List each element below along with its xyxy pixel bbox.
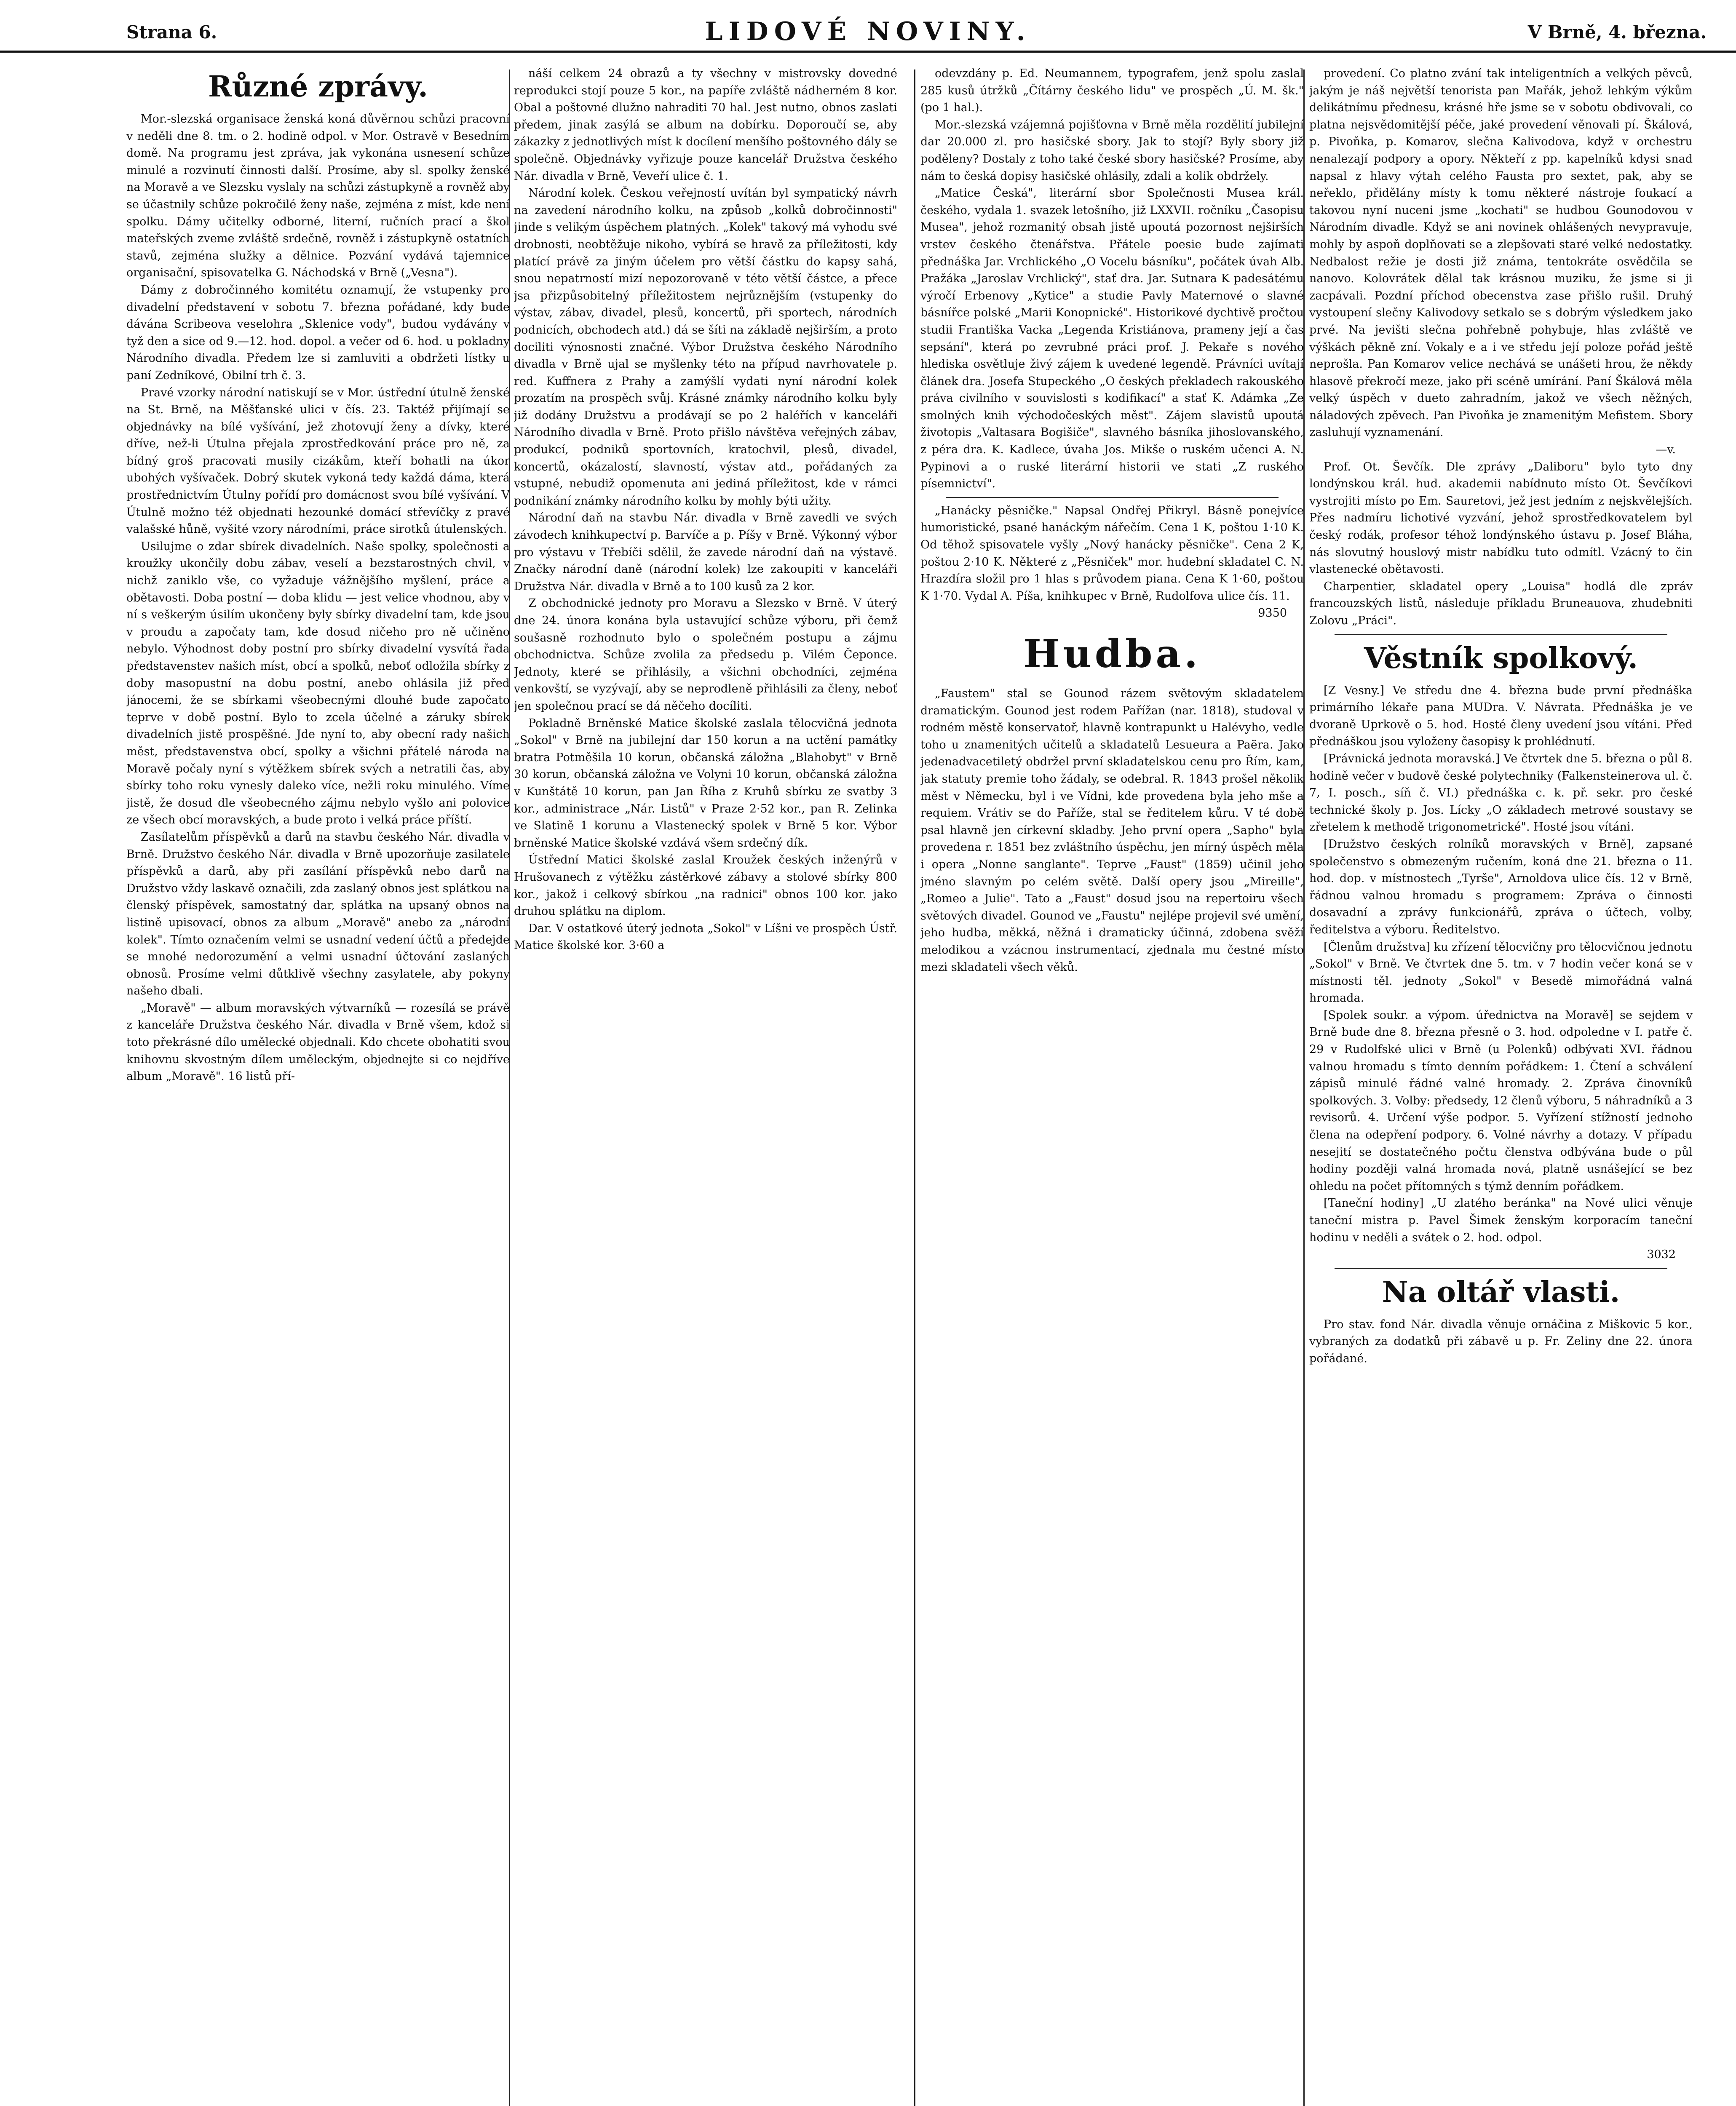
column-4 bbox=[1309, 65, 1693, 2106]
divider bbox=[1335, 634, 1667, 635]
page-number: Strana 6. bbox=[126, 22, 217, 43]
newspaper-title: LIDOVÉ NOVINY. bbox=[705, 17, 1031, 46]
section-heading-hudba: Hudba. bbox=[1023, 631, 1201, 676]
article: Pokladně Brněnské Matice školské zaslala tělocvičná jednota „Sokol" v Brně na jubilejní dar 150 korun a na uctění památky bratra Potměšila 10 korun, občanská záložna „Blahobyt" v Brně 30 korun, občanská záložna ve Volyni 10 korun, občanská záložna v Kunštátě 10 korun, pan Jan Říha z Kruhů sbírku ze svatby 3 kor., administrace „Nár. Listů" v Praze 2·52 kor., pan R. Zelinka ve Slatině 1 korunu a Vlastenecký spolek v Brně 5 kor. Výbor brněnské Matice školské vzdává všem srdečný dík. bbox=[514, 716, 897, 850]
article: Mor.-slezská vzájemná pojišťovna v Brně měla rozdělití jubilejní dar 20.000 zl. pro hasičské sbory. Jak to stojí? Byly sbory již poděleny? Dostaly z toho také české sbory hasičské? Prosíme, aby nám to česká dopisy hasičské ohlásily, zdali a kolik obdržely. bbox=[920, 118, 1304, 183]
issue-date: V Brně, 4. března. bbox=[1527, 22, 1707, 43]
article: [Právnická jednota moravská.] Ve čtvrtek dne 5. března o půl 8. hodině večer v budově české polytechniky (Falkensteinerova ul. č. 7, I. posch., síň č. VI.) přednáška c. k. př. sekr. pro české technické školy p. Jos. Lícky „O základech metrové soustavy se zřetelem k methodě trigonometrické". Hosté jsou vítáni. bbox=[1309, 752, 1693, 834]
page-header bbox=[0, 0, 1736, 53]
article: Pro stav. fond Nár. divadla věnuje ornáčina z Miškovic 5 kor., vybraných za dodatků při zábavě u p. Fr. Zeliny dne 22. února pořádané. bbox=[1309, 1318, 1693, 1365]
column-1 bbox=[126, 65, 510, 2106]
article-signature: 3032 bbox=[1647, 1248, 1676, 1261]
article: „Hanácky pěsničke." Napsal Ondřej Přikryl. Básně ponejvíce humoristické, psané hanáckým nářečím. Cena 1 K, poštou 1·10 K. Od těhož spisovatele vyšly „Nový hanácky pěsničke". Cena 2 K, poštou 2·10 K. Některé z „Pěsniček" mor. hudební skladatel C. N. Hrazdíra složil pro 1 hlas s průvodem piana. Cena K 1·60, poštou K 1·70. Vydal A. Píša, knihkupec v Brně, Rudolfova ulice čís. 11. bbox=[920, 504, 1304, 603]
column-2 bbox=[514, 65, 897, 2106]
article: náší celkem 24 obrazů a ty všechny v mistrovsky dovedné reprodukci stojí pouze 5 kor., na papíře zvláště nádherném 8 kor. Obal a poštovné dlužno nahraditi 70 hal. Jest nutno, obnos zaslati předem, jinak zasýlá se album na dobírku. Doporoučí se, aby zákazky z jednotlivých míst k docílení menšího poštovného dály se společně. Objednávky vyřizuje pouze kancelář Družstva českého Nár. divadla v Brně, Veveří ulice č. 1. bbox=[514, 67, 897, 183]
article: odevzdány p. Ed. Neumannem, typografem, jenž spolu zaslal 285 kusů útržků „Čítárny českého lidu" ve prospěch „Ú. M. šk." (po 1 hal.). bbox=[920, 67, 1304, 115]
divider bbox=[1335, 1268, 1667, 1269]
article: [Z Vesny.] Ve středu dne 4. března bude první přednáška primárního lékaře pana MUDra. V. Návrata. Přednáška je ve dvoraně Uprkově o 5. hod. Hosté členy uvedení jsou vítáni. Před přednáškou jsou vyloženy časopisy k prohlédnutí. bbox=[1309, 684, 1693, 748]
article: [Družstvo českých rolníků moravských v Brně], zapsané společenstvo s obmezeným ručením, koná dne 21. března o 11. hod. dop. v místnostech „Tyrše", Arnoldova ulice čís. 12 v Brně, řádnou valnou hromadu s programem: Zpráva o činnosti dosavadní a zprávy funkcionářů, zpráva o účtech, volby, ředitelstva a výboru. Ředitelstvo. bbox=[1309, 837, 1693, 936]
article: Charpentier, skladatel opery „Louisa" hodlá dle zpráv francouzských listů, následuje příkladu Bruneauova, zhudebniti Zolovu „Práci". bbox=[1309, 580, 1693, 627]
article: Pravé vzorky národní natiskují se v Mor. ústřední útulně ženské na St. Brně, na Měšťanské ulici v čís. 23. Taktéž přijímají se objednávky na bílé vyšívání, jež zhotovují ženy a dívky, které dříve, než-li Útulna přejala zprostředkování práce pro ně, za bídný groš pracovati musily cizákům, kteří bohatli na úkor ubohých vyšívaček. Dobrý skutek vykoná tedy každá dáma, která prostřednictvím Útulny pořídí pro domácnost svou bílé vyšívání. V Útulně možno též objednati hezounké domácí střevíčky z pravé valašské hůně, vyšité vzory národními, práce sirotků útulenských. bbox=[126, 386, 510, 536]
article: provedení. Co platno zvání tak inteligentních a velkých pěvců, jakým je náš největší tenorista pan Mařák, jehož lehkým výkům delikátnímu přednesu, krásné hře jsme se v sobotu obdivovali, co platna nejsvědomitější péče, jaké provedení věnovali pí. Škálová, p. Pivoňka, p. Komarov, slečna Kalivodova, když v orchestru nenalezají podpory a opory. Někteří z pp. kapelníků kdysi snad napsal z hlavy výtah celého Fausta pro sextet, pak, aby se neřeklo, přidělány místy k tomu některé nástroje foukací a takovou nyní nuceni jsme „kochati" se hudbou Gounodovou v Národním divadle. Když se ani novinek ohlášených nevypravuje, mohly by aspoň doplňovati se a zlepšovati staré velké nedostatky. Nedbalost režie je dosti již známa, tentokráte osvědčila se nanovo. Kolovrátek dělal tak krásnou muziku, že jsme si ji zacpávali. Pozdní příchod obecenstva zase přišlo rušil. Druhý vystoupení slečny Kalivodovy setkalo se s dobrým výsledkem jako prvé. Na jevišti slečna pohřebně pohybuje, hlas zvláště ve výškách pěkně zní. Vokaly e a i ve středu její poloze pořád ještě neprošla. Pan Komarov velice nechává se unášeti hrou, že někdy hlasově překročí meze, jako při scéně umírání. Paní Škálová měla velký úspěch v dueto zahradním, jakož ve všech něžných, náladových zpěvech. Pan Pivoňka je znamenitým Mefistem. Sbory zasluhují vyznamenání. bbox=[1309, 67, 1693, 439]
section-heading-na-oltar-vlasti: Na oltář vlasti. bbox=[1382, 1275, 1620, 1309]
article: „Matice Česká", literární sbor Společnosti Musea král. českého, vydala 1. svazek letošního, již LXXVII. ročníku „Časopisu Musea", jehož rozmanitý obsah jistě upoutá pozornost nejširších vrstev českého čtenářstva. Přátele poesie bude zajímati přednáška Jar. Vrchlického „O Vocelu básníku", počátek úvah Alb. Pražáka „Jaroslav Vrchlický", stať dra. Jar. Sutnara K padesátému výročí Erbenovy „Kytice" a studie Pavly Maternové o slavné básnířce polské „Marii Konopnické". Historikové dychtivě pročtou studii Františka Vacka „Legenda Kristiánova, prameny její a čas sepsání", která po zevrubné práci prof. J. Pekaře s nového hlediska osvětluje živý zájem k uvedené legendě. Právníci uvítají článek dra. Josefa Stupeckého „O českých překladech rakouského práva civilního v souvislosti s kodifikací" a stať K. Adámka „Ze smolných knih východočeských měst". Zájem slavistů upoutá životopis „Valtasara Bogišiče", slavného básníka jihoslovanského, z péra dra. K. Kadlece, úvaha Jos. Mikše o ruském učenci A. N. Pypinovi a o ruské literární historii ve stati „Z ruského písemnictví". bbox=[920, 187, 1304, 491]
article: [Taneční hodiny] „U zlatého beránka" na Nové ulici věnuje taneční mistra p. Pavel Šimek ženským korporacím taneční hodinu v neděli a svátek o 2. hod. odpol. bbox=[1309, 1197, 1693, 1244]
article: Mor.-slezská organisace ženská koná důvěrnou schůzi pracovní v neděli dne 8. tm. o 2. hodině odpol. v Mor. Ostravě v Besedním domě. Na programu jest zpráva, jak vykonána usnesení schůze minulé a rozvinutí činnosti další. Prosíme, aby sl. spolky ženské na Moravě a ve Slezsku vyslaly na schůzi zástupkyně a rovněž aby se účastnily schůze pokročilé ženy naše, zejména z míst, kde není spolku. Dámy učitelky odborné, literní, ručních prací a škol mateřských zveme zvláště srdečně, rovněž i zástupkyně ostatních stavů, zejména služky a dělnice. Pozvání vydává tajemnice organisační, spisovatelka G. Náchodská v Brně („Vesna"). bbox=[126, 112, 510, 280]
section-heading-ruzne-zpravy: Různé zprávy. bbox=[208, 70, 428, 104]
article: Národní daň na stavbu Nár. divadla v Brně zavedli ve svých závodech knihkupectví p. Barvíče a p. Píšy v Brně. Výkonný výbor pro výstavu v Třebíči sdělil, že zavede národní daň na výstavě. Značky národní daně (národní kolek) lze zakoupiti v kanceláři Družstva Nár. divadla v Brně a to 100 kusů za 2 kor. bbox=[514, 511, 897, 593]
article: [Členům družstva] ku zřízení tělocvičny pro tělocvičnou jednotu „Sokol" v Brně. Ve čtvrtek dne 5. tm. v 7 hodin večer koná se v místnosti těl. jednoty „Sokol" v Besedě mimořádná valná hromada. bbox=[1309, 940, 1693, 1005]
article: [Spolek soukr. a výpom. úřednictva na Moravě] se sejdem v Brně bude dne 8. března přesně o 3. hod. odpoledne v I. patře č. 29 v Rudolfské ulici v Brně (u Polenků) odbývati XVI. řádnou valnou hromadu s tímto denním pořádkem: 1. Čtení a schválení zápisů minulé řádné valné hromady. 2. Zpráva činovníků spolkových. 3. Volby: předsedy, 12 členů výboru, 5 náhradníků a 3 revisorů. 4. Určení výše podpor. 5. Vyřízení stížností jednoho člena na odepření podpory. 6. Volné návrhy a dotazy. V případu nesejití se dostatečného počtu členstva odbývána bude o půl hodiny později valná hromada nová, platně usnášející se bez ohledu na počet přítomných s týmž denním pořádkem. bbox=[1309, 1008, 1693, 1193]
article: Ústřední Matici školské zaslal Kroužek českých inženýrů v Hrušovanech z výtěžku zástěrkové zábavy a stolové sbírky 800 kor., jakož i celkový sbírkou „na radnici" obnos 100 kor. jako druhou splátku na diplom. bbox=[514, 853, 897, 918]
column-3 bbox=[920, 65, 1304, 2106]
article: „Faustem" stal se Gounod rázem světovým skladatelem dramatickým. Gounod jest rodem Pařížan (nar. 1818), studoval v rodném městě konservatoř, hlavně kontrapunkt u Halévyho, vedle toho u znamenitých učitelů a skladatelů Lesueura a Paëra. Jako jedenadvacetiletý obdržel první skladatelskou cenu pro Řím, kam, jak statuty premie toho žádaly, se odebral. R. 1843 prošel několik měst v Německu, byl i ve Vídni, kde provedena byla jeho mše a requiem. Vrátiv se do Paříže, stal se ředitelem kůru. V té době psal hlavně jen církevní skladby. Jeho první opera „Sapho" byla provedena r. 1851 bez zvláštního úspěchu, jen mírný úspěch měla i opera „Nonne sanglante". Teprve „Faust" (1859) učinil jeho jméno slavným po celém světě. Další opery jsou „Mireille", „Romeo a Julie". Tato a „Faust" dosud jsou na repertoiru všech světových divadel. Gounod ve „Faustu" nejlépe projevil své umění, jeho hudba, měkká, něžná i dramaticky účinná, zdobena svěží melodikou a vzácnou instrumentací, zjednala mu čestné místo mezi skladateli všech věků. bbox=[920, 687, 1304, 974]
article-signature: —v. bbox=[1656, 443, 1676, 457]
article: Zasílatelům příspěvků a darů na stavbu českého Nár. divadla v Brně. Družstvo českého Nár. divadla v Brně upozorňuje zasilatele příspěvků a darů, aby při zasílání příspěvků nebo darů na Družstvo vždy laskavě označili, zda zaslaný obnos jest splátkou na členský příspěvek, samostatný dar, splátka na upsaný obnos na listině upisovací, obnos za album „Moravě" anebo za „národní kolek". Tímto označením velmi se usnadní vedení účtů a předejde se mnohé nedorozumění a velmi usnadní účtování zaslaných obnosů. Prosíme velmi důtklivě všechny zasylatele, aby pokyny našeho dbali. bbox=[126, 830, 510, 998]
article: Národní kolek. Českou veřejností uvítán byl sympatický návrh na zavedení národního kolku, na způsob „kolků dobročinnosti" jinde s velikým úspěchem platných. „Kolek" takový má vyhodu své drobnosti, neobtěžuje nikoho, vybírá se hravě za příležitosti, kdy platící právě za jiným účelem pro větší částku do kapsy sahá, snou nepatrností mizí nepozorovaně v této větší částce, a přece jsa přizpůsobitelný příležitostem nejrůznějším (vstupenky do výstav, zábav, divadel, plesů, koncertů, při sportech, národních podnicích, obchodech atd.) dá se šíti na základě nejširším, a proto dociliti výnosnosti značné. Výbor Družstva českého Národního divadla v Brně ujal se myšlenky této na přípud navrhovatele p. red. Kuffnera z Prahy a zamýšlí vydati nyní národní kolek prozatím na prospěch svůj. Krásné známky národního kolku byly již dodány Družstvu a prodávají se po 2 haléřích v kanceláři Národního divadla v Brně. Proto přišlo návštěva veřejných zábav, produkcí, podniků sportovních, kratochvil, plesů, divadel, koncertů, okázalostí, slavností, výstav atd., pořádaných za vstupné, nebudiž opomenuta ani jediná příležitost, kde v rámci podnikání známky národního kolku by mohly býti užity. bbox=[514, 187, 897, 508]
article: Dar. V ostatkové úterý jednota „Sokol" v Líšni ve prospěch Ústř. Matice školské kor. 3·60 a bbox=[514, 922, 897, 952]
article: Usilujme o zdar sbírek divadelních. Naše spolky, společnosti a kroužky ukončily dobu zábav, veselí a bezstarostných chvil, v nichž zaniklo vše, co vyžaduje vážnějšího myšlení, práce a obětavosti. Doba postní — doba klidu — jest velice vhodnou, aby v ní s veškerým úsilím ukončeny byly sbírky divadelní tam, kde jsou v proudu a započaty tam, kde dosud ničeho pro ně učiněno nebylo. Výhodnost doby postní pro sbírky divadelní vysvítá řada představenstev našich míst, obcí a spolků, neboť odložila sbírky z doby masopustní na dobu postní, anebo ohlásila již před jánocemi, že se sbírkami všeobecnými dlouhé bude započato teprve v době postní. Bylo to zcela účelné a záruky sbírek divadelních jistě prospěšné. Jde nyní to, aby obecní rady našich měst, představenstva obcí, spolky a všichni přátelé národa na Moravě počaly nyní s výtěžkem sbírek svých a netratili čas, aby sbírky toho roku vynesly daleko více, nežli roku minulého. Víme jistě, že dosud dle všeobecného zájmu nebylo vyšlo ani polovice ze všech obcí moravských, a bude proto i velká práce příští. bbox=[126, 540, 510, 827]
article: „Moravě" — album moravských výtvarníků — rozesílá se právě z kanceláře Družstva českého Nár. divadla v Brně všem, kdož si toto překrásné dílo umělecké objednali. Kdo chcete obohatiti svou knihovnu skvostným dílem uměleckým, objednejte si co nejdříve album „Moravě". 16 listů pří- bbox=[126, 1001, 510, 1083]
article-signature: 9350 bbox=[1258, 607, 1287, 620]
column-divider bbox=[914, 69, 915, 2106]
divider bbox=[946, 497, 1279, 498]
article: Prof. Ot. Ševčík. Dle zprávy „Daliboru" bylo tyto dny londýnskou král. hud. akademii nabídnuto místo Ot. Ševčíkovi vystrojiti místo po Em. Sauretovi, jež jest jedním z nejskvělejších. Přes nadmíru lichotivé vyzvání, jehož sprostředkovatelem byl český rodák, profesor téhož londýnského ústavu p. Josef Bláha, nás slovutný houslový mistr nabídku tuto odmítl. Vzácný to čin vlastenecké obětavosti. bbox=[1309, 460, 1693, 576]
article: Z obchodnické jednoty pro Moravu a Slezsko v Brně. V úterý dne 24. února konána byla ustavující schůze výboru, při čemž soušasně rozhodnuto bylo o společném postupu a zájmu obchodnictva. Schůze zvolila za předsedu p. Vilém Čeponce. Jednoty, které se přihlásily, a všichni obchodníci, zejména venkovští, se vyzývají, aby se neprodleně přihlásili za členy, neboť jen společnou prací se dá něčeho docíliti. bbox=[514, 597, 897, 713]
article: Dámy z dobročinného komitétu oznamují, že vstupenky pro divadelní představení v sobotu 7. března pořádané, kdy bude dávána Scribeova veselohra „Sklenice vody", budou vydávány v tyž den a sice od 9.—12. hod. dopol. a večer od 6. hod. u pokladny Národního divadla. Předem lze si zamluviti a obdržeti lístky u paní Zedníkové, Obilní trh č. 3. bbox=[126, 283, 510, 382]
section-heading-vestnik-spolkovy: Věstník spolkový. bbox=[1364, 641, 1638, 675]
